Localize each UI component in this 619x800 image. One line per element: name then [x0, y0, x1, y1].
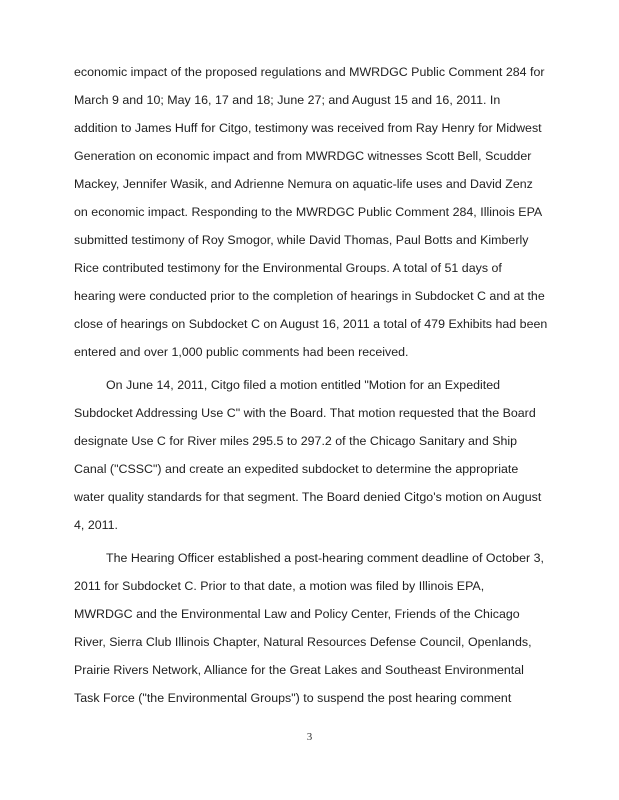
text-line: close of hearings on Subdocket C on August 16, 2011 a total of 479 Exhibits had been [74, 317, 548, 331]
text-line-indented: On June 14, 2011, Citgo filed a motion entitled "Motion for an Expedited [106, 378, 501, 392]
text-line: March 9 and 10; May 16, 17 and 18; June 27; and August 15 and 16, 2011. In [74, 93, 501, 107]
text-line: Prairie Rivers Network, Alliance for the Great Lakes and Southeast Environmental [74, 663, 524, 677]
text-line: Mackey, Jennifer Wasik, and Adrienne Nemura on aquatic-life uses and David Zenz [74, 177, 533, 191]
text-line: entered and over 1,000 public comments had been received. [74, 345, 409, 359]
page-number: 3 [306, 731, 313, 743]
text-line: designate Use C for River miles 295.5 to 297.2 of the Chicago Sanitary and Ship [74, 434, 518, 448]
text-line: 4, 2011. [74, 518, 119, 532]
text-line-indented: The Hearing Officer established a post-hearing comment deadline of October 3, [106, 551, 544, 565]
text-line: MWRDGC and the Environmental Law and Policy Center, Friends of the Chicago [74, 607, 520, 621]
text-line: addition to James Huff for Citgo, testimony was received from Ray Henry for Midwest [74, 121, 542, 135]
text-line: Rice contributed testimony for the Environmental Groups. A total of 51 days of [74, 261, 502, 275]
text-line: Generation on economic impact and from MWRDGC witnesses Scott Bell, Scudder [74, 149, 532, 163]
text-line: submitted testimony of Roy Smogor, while David Thomas, Paul Botts and Kimberly [74, 233, 529, 247]
text-line: hearing were conducted prior to the completion of hearings in Subdocket C and at the [74, 289, 545, 303]
text-line: 2011 for Subdocket C. Prior to that date, a motion was filed by Illinois EPA, [74, 579, 485, 593]
text-line: Subdocket Addressing Use C" with the Board. That motion requested that the Board [74, 406, 536, 420]
text-line: Canal ("CSSC") and create an expedited subdocket to determine the appropriate [74, 462, 519, 476]
text-line: on economic impact. Responding to the MWRDGC Public Comment 284, Illinois EPA [74, 205, 543, 219]
text-line: River, Sierra Club Illinois Chapter, Natural Resources Defense Council, Openlands, [74, 635, 532, 649]
text-line: economic impact of the proposed regulations and MWRDGC Public Comment 284 for [74, 65, 545, 79]
text-line: Task Force ("the Environmental Groups") to suspend the post hearing comment [74, 691, 512, 705]
text-line: water quality standards for that segment. The Board denied Citgo's motion on August [74, 490, 542, 504]
